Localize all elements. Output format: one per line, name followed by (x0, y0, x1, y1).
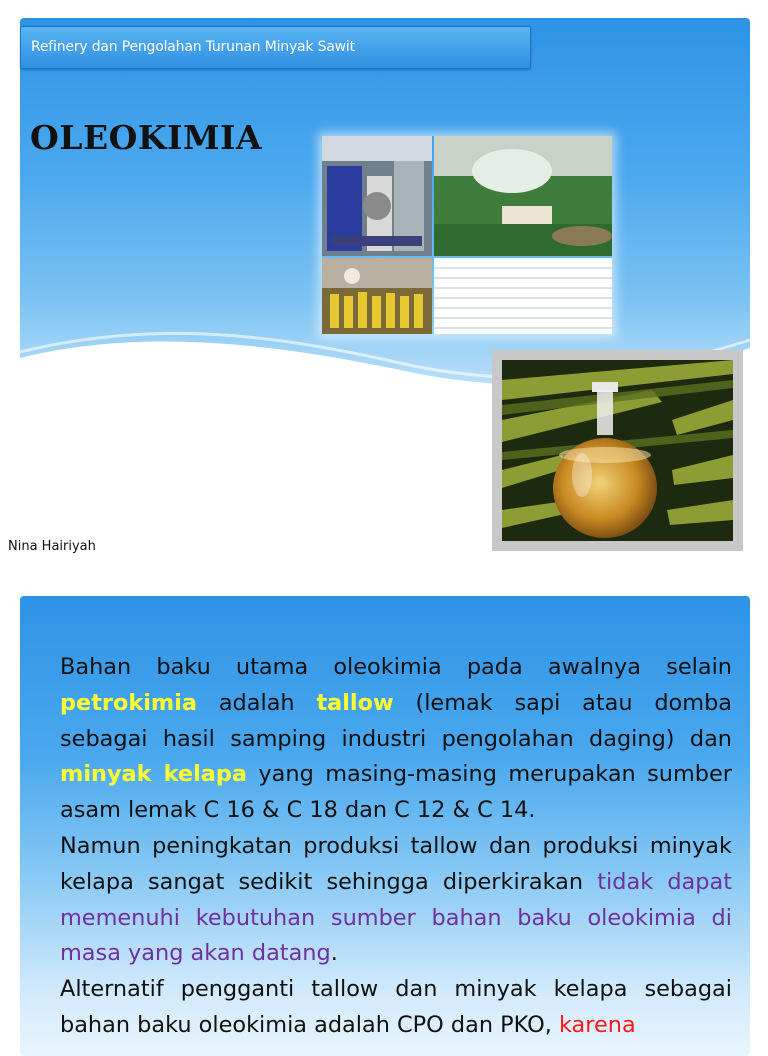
body-text (60, 650, 732, 1044)
flask-photo-image (492, 350, 743, 551)
paragraph-2: Namun peningkatan produksi tallow dan produksi minyak kelapa sangat sedikit sehingga diperkirakan tidak dapat memenuhi kebutuhan sumber bahan baku oleokimia di masa yang akan datang. (60, 832, 732, 967)
emphasis-red-text: karena (558, 1011, 636, 1038)
emphasis-purple-text: tidak dapat memenuhi kebutuhan sumber bahan baku oleokimia di masa yang akan datang (60, 868, 732, 967)
paragraph-3: Alternatif pengganti tallow dan minyak kelapa sebagai bahan baku oleokimia adalah CPO dan PKO, karena (60, 976, 732, 1038)
content-slide (20, 596, 750, 1056)
slide-title: OLEOKIMIA (30, 118, 263, 157)
header-bar (20, 26, 531, 69)
paragraph-1: Bahan baku utama oleokimia pada awalnya selain petrokimia adalah tallow (lemak sapi atau domba sebagai hasil samping industri pengolahan daging) dan minyak kelapa yang masing-masing merupakan sumber asam lemak C 16 & C 18 dan C 12 & C 14. (60, 654, 732, 824)
author-name: Nina Hairiyah (8, 539, 96, 554)
highlight-petrokimia: petrokimia (60, 689, 198, 716)
highlight-tallow: tallow (316, 689, 394, 716)
photo-collage-image (322, 136, 612, 334)
header-text: Refinery dan Pengolahan Turunan Minyak Sawit (31, 39, 355, 55)
highlight-minyak-kelapa: minyak kelapa (60, 761, 248, 788)
